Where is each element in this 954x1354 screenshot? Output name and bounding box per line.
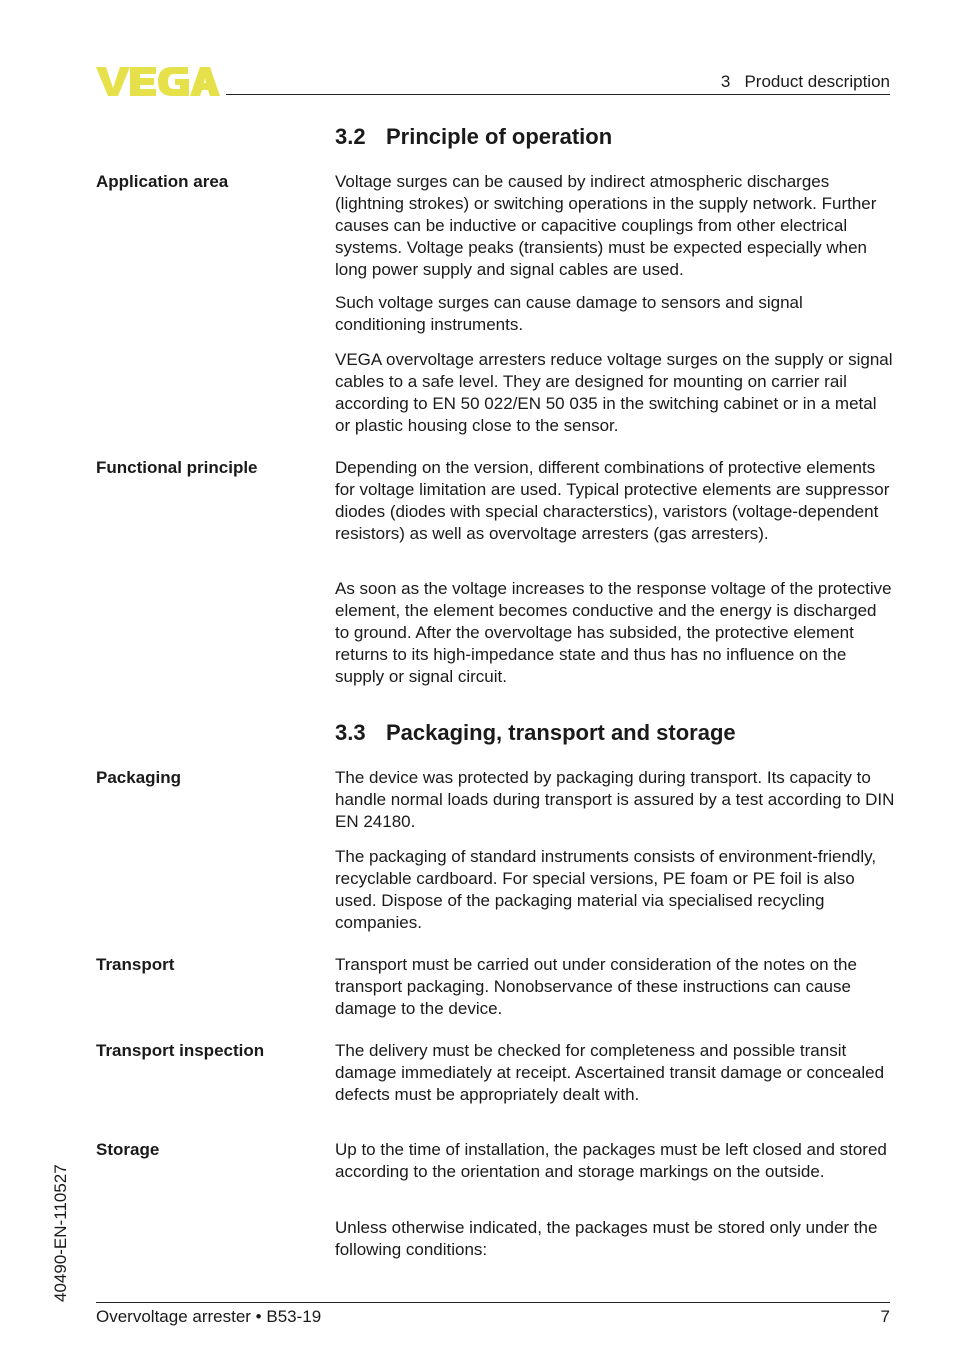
footer-doc-title: Overvoltage arrester • B53-19 bbox=[96, 1307, 322, 1326]
vega-logo bbox=[96, 64, 220, 98]
paragraph: Unless otherwise indicated, the packages must be stored only under the following conditions: bbox=[335, 1218, 878, 1259]
paragraph: Depending on the version, different combinations of protective elements for voltage limitation are used. Typical protective elements are suppressor diodes (diodes with special characterstics), varistors (voltage-dependent resistors) as well as overvoltage arresters (gas arresters). bbox=[335, 458, 890, 543]
paragraph: Transport must be carried out under consideration of the notes on the transport packaging. Nonobservance of these instructions can cause damage to the device. bbox=[335, 955, 857, 1018]
footer-rule bbox=[96, 1302, 890, 1303]
page-number: 7 bbox=[880, 1307, 890, 1326]
paragraph: VEGA overvoltage arresters reduce voltage surges on the supply or signal cables to a safe level. They are designed for mounting on carrier rail according to EN 50 022/EN 50 035 in the switching cabinet or in a metal or plastic housing close to the sensor. bbox=[335, 350, 893, 435]
section-heading-3-3 bbox=[335, 720, 736, 746]
paragraph: The device was protected by packaging during transport. Its capacity to handle normal loads during transport is assured by a test according to DIN EN 24180. bbox=[335, 768, 895, 831]
paragraph: Voltage surges can be caused by indirect atmospheric discharges (lightning strokes) or switching operations in the supply network. Further causes can be inductive or capacitive couplings from other electrical systems. Voltage peaks (transients) must be expected especially when long power supply and signal cables are used. bbox=[335, 172, 877, 279]
section-heading-3-2 bbox=[335, 124, 612, 150]
section-title: Principle of operation bbox=[386, 124, 613, 149]
side-label-application-area: Application area bbox=[96, 172, 229, 191]
side-label-storage: Storage bbox=[96, 1140, 160, 1159]
paragraph: The packaging of standard instruments consists of environment-friendly, recyclable cardboard. For special versions, PE foam or PE foil is also used. Dispose of the packaging material via specialised recycling companies. bbox=[335, 847, 877, 932]
header-rule bbox=[226, 94, 890, 95]
paragraph: Up to the time of installation, the packages must be left closed and stored according to the orientation and storage markings on the outside. bbox=[335, 1140, 887, 1181]
paragraph: As soon as the voltage increases to the response voltage of the protective element, the element becomes conductive and the energy is discharged to ground. After the overvoltage has subsided, the protective element returns to its high-impedance state and thus has no influence on the supply or signal circuit. bbox=[335, 579, 892, 686]
paragraph: The delivery must be checked for completeness and possible transit damage immediately at receipt. Ascertained transit damage or concealed defects must be appropriately dealt with. bbox=[335, 1041, 885, 1104]
document-code: 40490-EN-110527 bbox=[51, 1164, 70, 1302]
side-label-functional-principle: Functional principle bbox=[96, 458, 258, 477]
paragraph: Such voltage surges can cause damage to sensors and signal conditioning instruments. bbox=[335, 293, 803, 334]
side-label-transport-inspection: Transport inspection bbox=[96, 1041, 265, 1060]
side-label-packaging: Packaging bbox=[96, 768, 182, 787]
section-number: 3.2 bbox=[335, 124, 366, 149]
section-number: 3.3 bbox=[335, 720, 366, 745]
header-section-ref: 3 Product description bbox=[720, 72, 890, 91]
section-title: Packaging, transport and storage bbox=[386, 720, 736, 745]
side-label-transport: Transport bbox=[96, 955, 175, 974]
